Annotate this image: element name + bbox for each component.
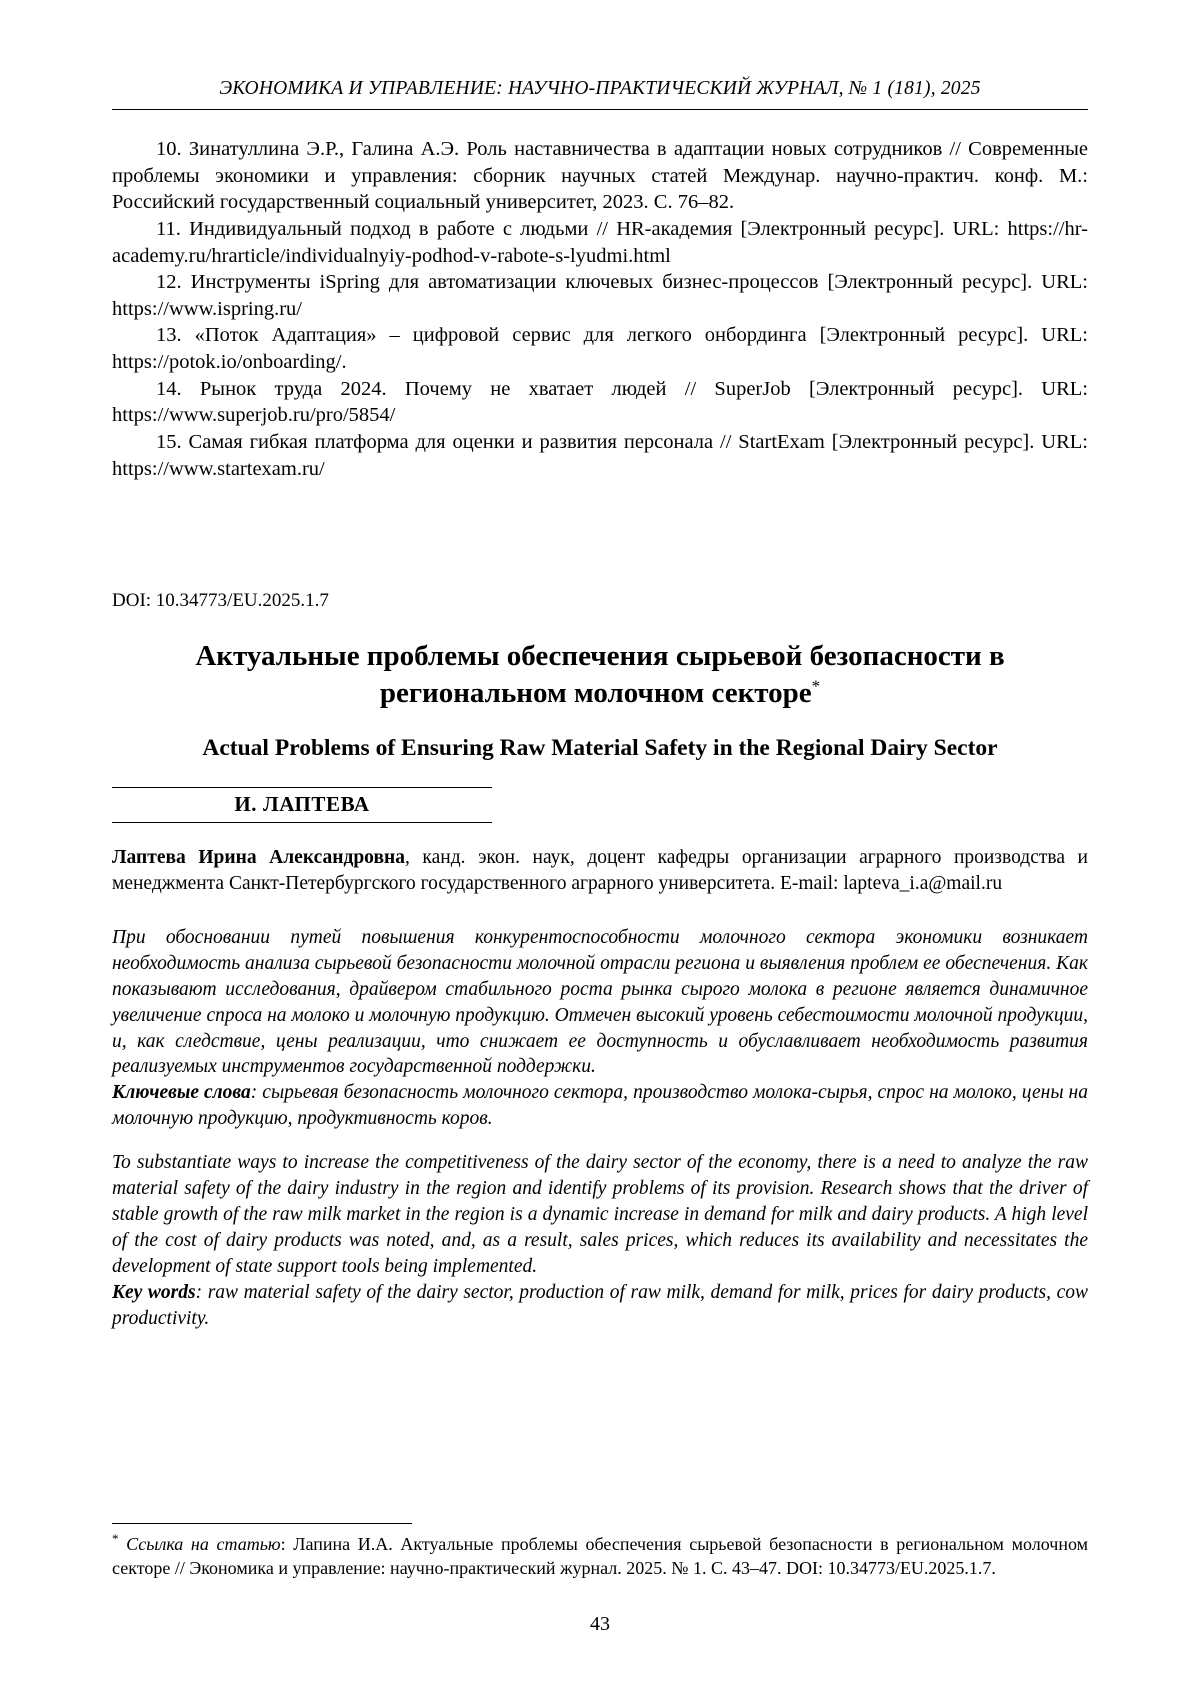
author-rule-bottom <box>112 822 492 823</box>
reference-item: 13. «Поток Адаптация» – цифровой сервис для легкого онбординга [Электронный ресурс]. URL: https://potok.io/onboarding/. <box>112 324 1088 374</box>
reference-item: 14. Рынок труда 2024. Почему не хватает людей // SuperJob [Электронный ресурс]. URL: https://www.superjob.ru/pro/5854/ <box>112 377 1088 427</box>
reference-item: 15. Самая гибкая платформа для оценки и развития персонала // StartExam [Электронный ресурс]. URL: https://www.startexam.ru/ <box>112 431 1088 480</box>
abstract-ru: При обосновании путей повышения конкурентоспособности молочного сектора экономики возникает необходимость анализа сырьевой безопасности молочной отрасли региона и выявления проблем ее обеспечения. Как показывают исследования, драйвером стабильного роста рынка сырого молока в регионе является динамичное увеличение спроса на молоко и молочную продукцию. Отмечен высокий уровень себестоимости молочной продукции, и, как следствие, цены реализации, что снижает ее доступность и обуславливает необходимость развития реализуемых инструментов государственной поддержки. <box>112 926 1088 1078</box>
page-number: 43 <box>590 1613 610 1635</box>
abstract-ru-block <box>112 925 1088 1132</box>
keywords-en-line <box>112 1280 1088 1332</box>
keywords-ru-label: Ключевые слова <box>112 1082 251 1104</box>
reference-list <box>112 136 1088 482</box>
reference-item: 12. Инструменты iSpring для автоматизации ключевых бизнес-процессов [Электронный ресурс]. URL: https://www.ispring.ru/ <box>112 271 1088 320</box>
doi-line: DOI: 10.34773/EU.2025.1.7 <box>112 590 329 612</box>
title-ru-text: Актуальные проблемы обеспечения сырьевой безопасности в региональном молочном секторе <box>195 640 1005 709</box>
title-footnote-marker: * <box>811 675 821 695</box>
author-affiliation <box>112 845 1088 896</box>
affiliation-details: , канд. экон. наук, доцент кафедры организации аграрного производства и менеджмента Санкт-Петербургского государственного аграрного университета. E-mail: lapteva_i.a@mail.ru <box>112 847 1088 895</box>
keywords-ru-line <box>112 1080 1088 1132</box>
footnote-text: : Лапина И.А. Актуальные проблемы обеспечения сырьевой безопасности в региональном молочном секторе // Экономика и управление: научно-практический журнал. 2025. № 1. С. 43–47. DOI: 10.34773/EU.2025.1.7. <box>112 1534 1088 1578</box>
footnote-block <box>112 1523 1088 1580</box>
author-short-name: И. ЛАПТЕВА <box>234 792 370 817</box>
page-title-en: Actual Problems of Ensuring Raw Material Safety in the Regional Dairy Sector <box>202 734 998 761</box>
abstract-en-block <box>112 1150 1088 1331</box>
author-block <box>112 787 492 823</box>
running-head: ЭКОНОМИКА И УПРАВЛЕНИЕ: НАУЧНО-ПРАКТИЧЕСКИЙ ЖУРНАЛ, № 1 (181), 2025 <box>112 78 1088 110</box>
reference-item: 11. Индивидуальный подход в работе с людьми // HR-академия [Электронный ресурс]. URL: https://hr-academy.ru/hrarticle/individualnyiy-podhod-v-rabote-s-lyudmi.html <box>112 217 1088 267</box>
footnote <box>112 1531 1088 1580</box>
footnote-label: Ссылка на статью <box>126 1534 281 1555</box>
footnote-marker: * <box>112 1531 119 1547</box>
author-full-name: Лаптева Ирина Александровна <box>112 847 405 869</box>
footnote-separator <box>112 1523 412 1524</box>
abstract-en: To substantiate ways to increase the competitiveness of the dairy sector of the economy, there is a need to analyze the raw material safety of the dairy industry in the region and identify problems of its provision. Research shows that the driver of stable growth of the raw milk market in the region is a dynamic increase in demand for milk and dairy products. A high level of the cost of dairy products was noted, and, as a result, sales prices, which reduces its availability and necessitates the development of state support tools being implemented. <box>112 1152 1088 1277</box>
reference-item: 10. Зинатуллина Э.Р., Галина А.Э. Роль наставничества в адаптации новых сотрудников // Современные проблемы экономики и управления: сборник научных статей Междунар. научно-практич. конф. М.: Российский государственный социальный университет, 2023. С. 76–82. <box>112 138 1088 214</box>
keywords-en: : raw material safety of the dairy sector, production of raw milk, demand for milk, prices for dairy products, cow productivity. <box>112 1281 1089 1329</box>
keywords-ru: : сырьевая безопасность молочного сектора, производство молока-сырья, спрос на молоко, цены на молочную продукцию, продуктивность коров. <box>112 1082 1088 1130</box>
keywords-en-label: Key words <box>112 1281 196 1303</box>
page-title-ru <box>126 638 1074 711</box>
